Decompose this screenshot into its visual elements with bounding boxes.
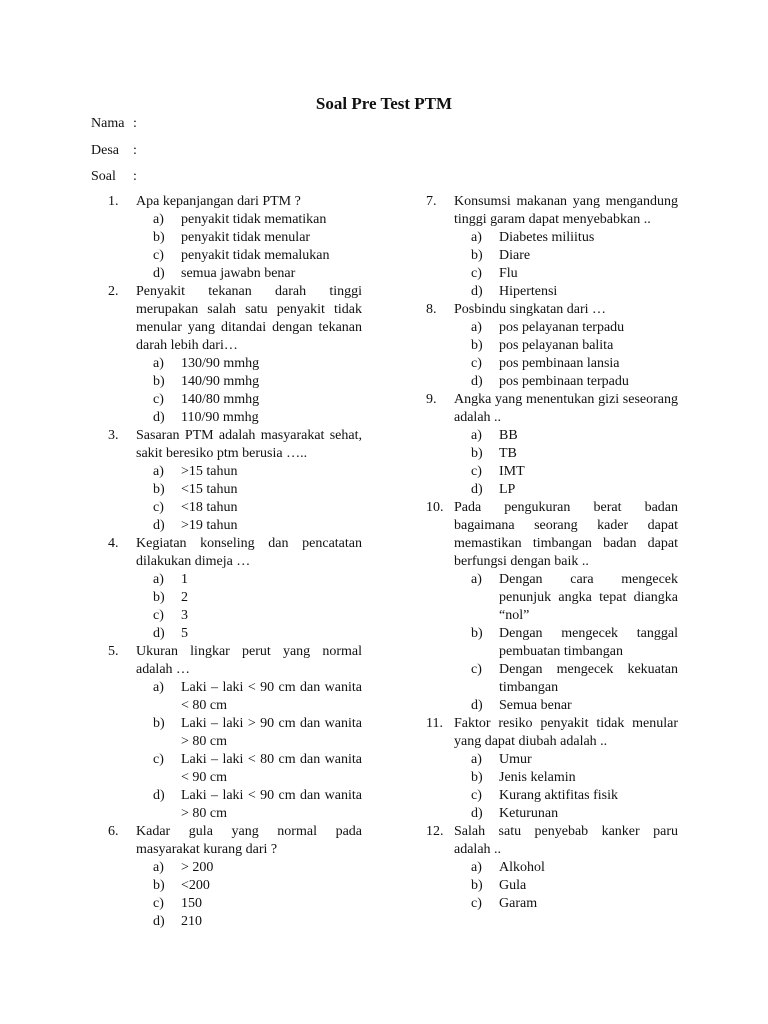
answer-option [108,463,362,481]
answer-option [426,751,678,769]
answer-option [108,787,362,823]
option-letter: b) [471,338,483,353]
question-item [426,193,678,301]
option-letter: b) [153,716,165,731]
answer-option [108,913,362,931]
option-letter: c) [471,896,482,911]
option-letter: a) [153,680,164,695]
answer-option [426,337,678,355]
question-column-left [108,193,362,931]
option-letter: d) [153,626,165,641]
option-letter: d) [153,914,165,929]
option-text: > 200 [181,860,214,875]
answer-option [108,895,362,913]
option-letter: b) [153,374,165,389]
answer-option [108,607,362,625]
question-number: 3. [108,428,119,443]
option-letter: a) [471,230,482,245]
option-letter: d) [471,284,483,299]
question-text: Kadar gula yang normal pada masyarakat kurang dari ? [136,824,362,857]
option-letter: d) [471,374,483,389]
field-label: Nama [91,116,125,131]
option-text: Hipertensi [499,284,558,299]
option-text: Laki – laki < 90 cm dan wanita < 80 cm [181,680,362,713]
option-letter: d) [471,806,483,821]
option-text: >15 tahun [181,464,238,479]
option-text: pos pembinaan lansia [499,356,620,371]
answer-option [426,247,678,265]
answer-option [108,715,362,751]
option-text: Dengan cara mengecek penunjuk angka tepat diangka “nol” [499,572,678,623]
answer-option [108,625,362,643]
question-row [108,643,362,679]
question-item [108,193,362,283]
option-letter: a) [471,572,482,587]
question-item [426,715,678,823]
field-separator: : [133,142,137,158]
option-letter: a) [153,860,164,875]
question-item [426,823,678,913]
answer-option [426,229,678,247]
answer-option [426,463,678,481]
option-text: <15 tahun [181,482,238,497]
option-text: 5 [181,626,188,641]
question-item [426,391,678,499]
question-row [108,283,362,355]
option-letter: b) [471,446,483,461]
option-letter: c) [153,896,164,911]
option-text: Diabetes miliitus [499,230,595,245]
option-text: <18 tahun [181,500,238,515]
question-row [426,193,678,229]
option-letter: a) [153,356,164,371]
option-letter: b) [153,230,165,245]
question-number: 5. [108,644,119,659]
option-letter: b) [471,770,483,785]
option-text: >19 tahun [181,518,238,533]
option-letter: c) [153,752,164,767]
option-letter: d) [471,482,483,497]
option-letter: d) [153,410,165,425]
option-letter: a) [153,464,164,479]
option-text: Semua benar [499,698,572,713]
question-item [108,643,362,823]
question-row [426,301,678,319]
option-text: Laki – laki < 80 cm dan wanita < 90 cm [181,752,362,785]
answer-option [108,409,362,427]
answer-option [426,661,678,697]
option-letter: c) [153,500,164,515]
answer-option [108,679,362,715]
option-text: LP [499,482,516,497]
question-text: Konsumsi makanan yang mengandung tinggi garam dapat menyebabkan .. [454,194,678,227]
option-text: Alkohol [499,860,545,875]
answer-option [426,571,678,625]
answer-option [108,751,362,787]
option-text: Diare [499,248,531,263]
question-number: 1. [108,194,119,209]
answer-option [108,571,362,589]
field-separator: : [133,116,137,131]
answer-option [108,481,362,499]
option-text: 1 [181,572,188,587]
option-letter: b) [471,626,483,641]
option-text: Jenis kelamin [499,770,576,785]
option-text: Umur [499,752,532,767]
question-text: Angka yang menentukan gizi seseorang adalah .. [454,392,678,425]
question-number: 8. [426,302,437,317]
option-text: 140/80 mmhg [181,392,260,407]
option-text: 140/90 mmhg [181,374,260,389]
answer-option [426,265,678,283]
option-letter: a) [153,212,164,227]
option-text: penyakit tidak menular [181,230,311,245]
answer-option [426,877,678,895]
question-row [108,535,362,571]
option-text: IMT [499,464,525,479]
answer-option [108,877,362,895]
option-letter: d) [153,518,165,533]
option-letter: d) [471,698,483,713]
answer-option [108,373,362,391]
option-text: penyakit tidak mematikan [181,212,327,227]
option-text: 130/90 mmhg [181,356,260,371]
answer-option [426,373,678,391]
answer-option [108,211,362,229]
answer-option [426,859,678,877]
question-text: Ukuran lingkar perut yang normal adalah … [136,644,362,677]
question-item [108,427,362,535]
question-number: 7. [426,194,437,209]
question-number: 11. [426,716,443,731]
question-row [108,193,362,211]
question-text: Posbindu singkatan dari … [454,302,607,317]
question-row [108,427,362,463]
option-letter: a) [153,572,164,587]
option-letter: a) [471,860,482,875]
question-number: 2. [108,284,119,299]
question-item [108,823,362,931]
answer-option [108,589,362,607]
option-letter: c) [471,788,482,803]
option-letter: c) [471,356,482,371]
option-text: Laki – laki < 90 cm dan wanita > 80 cm [181,788,362,821]
answer-option [108,391,362,409]
option-letter: c) [471,464,482,479]
question-row [426,391,678,427]
question-row [426,823,678,859]
identity-fields [91,115,137,195]
question-text: Sasaran PTM adalah masyarakat sehat, sakit beresiko ptm berusia ….. [136,428,362,461]
field-desa [91,142,137,169]
option-text: penyakit tidak memalukan [181,248,330,263]
question-item [108,535,362,643]
option-letter: c) [153,392,164,407]
answer-option [426,355,678,373]
question-number: 6. [108,824,119,839]
question-number: 4. [108,536,119,551]
option-letter: c) [153,608,164,623]
answer-option [426,427,678,445]
answer-option [108,247,362,265]
answer-option [426,481,678,499]
question-column-right [426,193,678,913]
option-text: pos pembinaan terpadu [499,374,629,389]
answer-option [426,625,678,661]
option-text: 210 [181,914,202,929]
answer-option [426,697,678,715]
option-letter: d) [153,788,165,803]
question-text: Faktor resiko penyakit tidak menular yang dapat diubah adalah .. [454,716,678,749]
option-text: Laki – laki > 90 cm dan wanita > 80 cm [181,716,362,749]
option-text: Garam [499,896,538,911]
question-row [426,715,678,751]
option-text: 2 [181,590,188,605]
option-text: Kurang aktifitas fisik [499,788,618,803]
answer-option [426,787,678,805]
option-letter: b) [471,878,483,893]
option-letter: b) [153,878,165,893]
option-text: Dengan mengecek kekuatan timbangan [499,662,678,695]
option-text: 3 [181,608,188,623]
answer-option [108,517,362,535]
question-number: 12. [426,824,444,839]
option-text: 110/90 mmhg [181,410,259,425]
option-letter: a) [471,428,482,443]
answer-option [108,229,362,247]
answer-option [426,895,678,913]
question-item [426,499,678,715]
option-letter: a) [471,752,482,767]
answer-option [426,805,678,823]
question-text: Kegiatan konseling dan pencatatan dilakukan dimeja … [136,536,362,569]
answer-option [426,769,678,787]
answer-option [426,319,678,337]
option-letter: d) [153,266,165,281]
option-text: BB [499,428,518,443]
option-text: 150 [181,896,202,911]
field-soal [91,168,137,195]
answer-option [426,445,678,463]
question-item [426,301,678,391]
field-separator: : [133,169,137,184]
answer-option [108,355,362,373]
option-text: <200 [181,878,210,893]
answer-option [108,499,362,517]
question-text: Pada pengukuran berat badan bagaimana seorang kader dapat memastikan timbangan badan dapat berfungsi dengan baik .. [454,500,678,569]
option-text: pos pelayanan balita [499,338,614,353]
question-row [108,823,362,859]
question-text: Penyakit tekanan darah tinggi merupakan salah satu penyakit tidak menular yang ditandai dengan tekanan darah lebih dari… [136,284,362,353]
question-text: Apa kepanjangan dari PTM ? [136,194,301,209]
option-letter: c) [471,266,482,281]
option-text: Dengan mengecek tanggal pembuatan timbangan [499,626,678,659]
option-text: pos pelayanan terpadu [499,320,625,335]
option-letter: c) [153,248,164,263]
field-label: Desa [91,142,119,158]
option-letter: b) [153,590,165,605]
option-letter: b) [471,248,483,263]
answer-option [108,859,362,877]
answer-option [426,283,678,301]
option-text: Gula [499,878,527,893]
question-item [108,283,362,427]
option-text: semua jawabn benar [181,266,296,281]
option-letter: a) [471,320,482,335]
question-text: Salah satu penyebab kanker paru adalah .. [454,824,678,857]
option-letter: c) [471,662,482,677]
option-text: Keturunan [499,806,559,821]
option-letter: b) [153,482,165,497]
question-row [426,499,678,571]
question-number: 9. [426,392,437,407]
field-nama [91,115,137,142]
field-label: Soal [91,169,116,184]
question-number: 10. [426,500,444,515]
option-text: Flu [499,266,518,281]
page-title: Soal Pre Test PTM [315,94,453,113]
option-text: TB [499,446,517,461]
answer-option [108,265,362,283]
